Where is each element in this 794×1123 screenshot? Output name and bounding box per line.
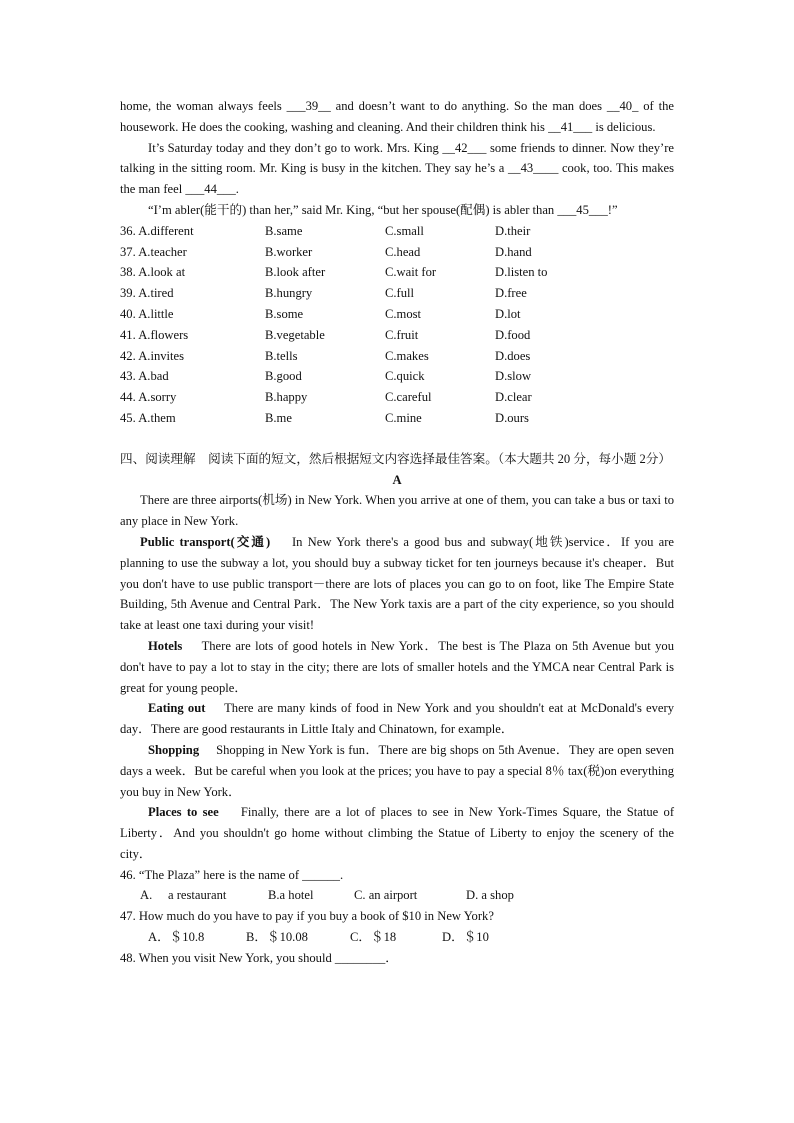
option-b: B.happy [265,390,308,405]
option-b: B.good [265,369,302,384]
option-c: C.careful [385,390,432,405]
option-b: B.hungry [265,286,313,301]
option-c: C.fruit [385,327,419,342]
option-d: D.free [495,286,527,301]
option-a: A. a restaurant [140,888,227,903]
cloze-paragraph-3: “I’m abler(能干的) than her,” said Mr. King, “but her spouse(配偶) is abler than ___45___!” [148,202,618,217]
option-row-36 [120,221,674,242]
option-c: C.makes [385,348,429,363]
option-d: D.listen to [495,265,548,280]
option-d: D．＄10 [442,930,489,945]
section-public-transport [120,532,674,636]
question-47-stem: 47. How much do you have to pay if you buy a book of $10 in New York? [120,909,494,924]
cloze-options [120,221,674,429]
option-c: C.full [385,286,415,301]
section-text: There are lots of good hotels in New York．The best is The Plaza on 5th Avenue but you don't have to pay a lot to stay in the city; there are lots of smaller hotels and the YMCA near Central Park is great for young people． [120,638,674,695]
option-row-37 [120,242,674,263]
question-46-stem: 46. “The Plaza” here is the name of ______. [120,867,344,882]
option-b: B．＄10.08 [246,930,308,945]
option-d: D.their [495,223,531,238]
option-b: B.look after [265,265,326,280]
option-d: D.food [495,327,531,342]
option-a: 45. A.them [120,410,176,425]
question-48-stem: 48. When you visit New York, you should ________． [120,950,398,965]
option-c: C.most [385,306,422,321]
section-eating-out [120,698,674,740]
reading-section-title: 四、阅读理解 阅读下面的短文，然后根据短文内容选择最佳答案。（本大题共 20 分，每小题 2分） [120,451,671,466]
section-text: Finally, there are a lot of places to see in New York-Times Square, the Statue of Liberty．And you shouldn't go home without climbing the Statue of Liberty to enjoy the scenery of the city． [120,805,675,861]
option-b: B.worker [265,244,313,259]
option-c: C.small [385,223,424,238]
option-d: D.clear [495,390,532,405]
option-b: B.tells [265,348,298,363]
cloze-paragraph-2: It’s Saturday today and they don’t go to work. Mrs. King __42___ some friends to dinner. Now they’re talking in the sitting room. Mr. King is busy in the kitchen. They say he’s a __43____ cook, too. This makes the man feel ___44___. [120,140,674,197]
section-text: Shopping in New York is fun．There are big shops on 5th Avenue．They are open seven days a week．But be careful when you look at the prices; you have to pay a special 8％ tax(税)on everything you buy in New York． [120,742,674,799]
section-heading: Eating out [148,701,206,716]
option-row-42 [120,346,674,367]
option-a: 43. A.bad [120,369,169,384]
option-row-39 [120,283,674,304]
option-d: D.slow [495,369,532,384]
section-text: There are many kinds of food in New York and you shouldn't eat at McDonald's every day．There are good restaurants in Little Italy and Chinatown, for example． [120,701,675,737]
question-47-options [120,927,674,948]
passage-intro: There are three airports(机场) in New York. When you arrive at one of them, you can take a bus or taxi to any place in New York. [120,493,674,529]
option-c: C. an airport [354,888,418,903]
passage-label: A [392,472,402,487]
option-a: 40. A.little [120,306,174,321]
exam-page [120,96,674,969]
option-b: B.me [265,410,292,425]
option-a: 37. A.teacher [120,244,187,259]
section-heading: Shopping [148,742,200,757]
option-d: D.hand [495,244,532,259]
section-hotels [120,636,674,698]
option-d: D. a shop [466,888,514,903]
section-text: In New York there's a good bus and subway(地铁)service．If you are planning to use the subway a lot, you should buy a subway ticket for ten journeys because it's cheaper．But you don't have to use public transport－there are lots of places you can go to on foot, like The Empire State Building, 5th Avenue and Central Park．The New York taxis are a part of the city experience, so you should take at least one taxi during your visit! [120,534,674,633]
option-c: C.wait for [385,265,437,280]
option-b: B.vegetable [265,327,325,342]
option-row-44 [120,387,674,408]
option-c: C．＄18 [350,930,397,945]
section-heading: Places to see [148,805,219,820]
option-b: B.same [265,223,303,238]
option-b: B.a hotel [268,888,314,903]
question-46-options [120,885,674,906]
option-row-41 [120,325,674,346]
option-row-38 [120,262,674,283]
section-places-to-see [120,802,674,864]
option-c: C.quick [385,369,425,384]
option-row-45 [120,408,674,429]
option-row-43 [120,366,674,387]
option-a: 44. A.sorry [120,390,177,405]
section-heading: Hotels [148,638,183,653]
option-d: D.does [495,348,531,363]
option-d: D.ours [495,410,529,425]
option-a: 38. A.look at [120,265,186,280]
section-shopping [120,740,674,802]
option-c: C.mine [385,410,422,425]
option-b: B.some [265,306,304,321]
option-row-40 [120,304,674,325]
section-heading: Public transport(交通) [140,534,271,549]
option-a: 36. A.different [120,223,194,238]
cloze-paragraph-1: home, the woman always feels ___39__ and doesn’t want to do anything. So the man does __40_ of the housework. He does the cooking, washing and cleaning. And their children think his __41___ is delicious. [120,99,674,134]
option-a: A．＄10.8 [148,930,205,945]
option-a: 39. A.tired [120,286,174,301]
option-a: 42. A.invites [120,348,185,363]
option-d: D.lot [495,306,521,321]
option-c: C.head [385,244,421,259]
option-a: 41. A.flowers [120,327,189,342]
